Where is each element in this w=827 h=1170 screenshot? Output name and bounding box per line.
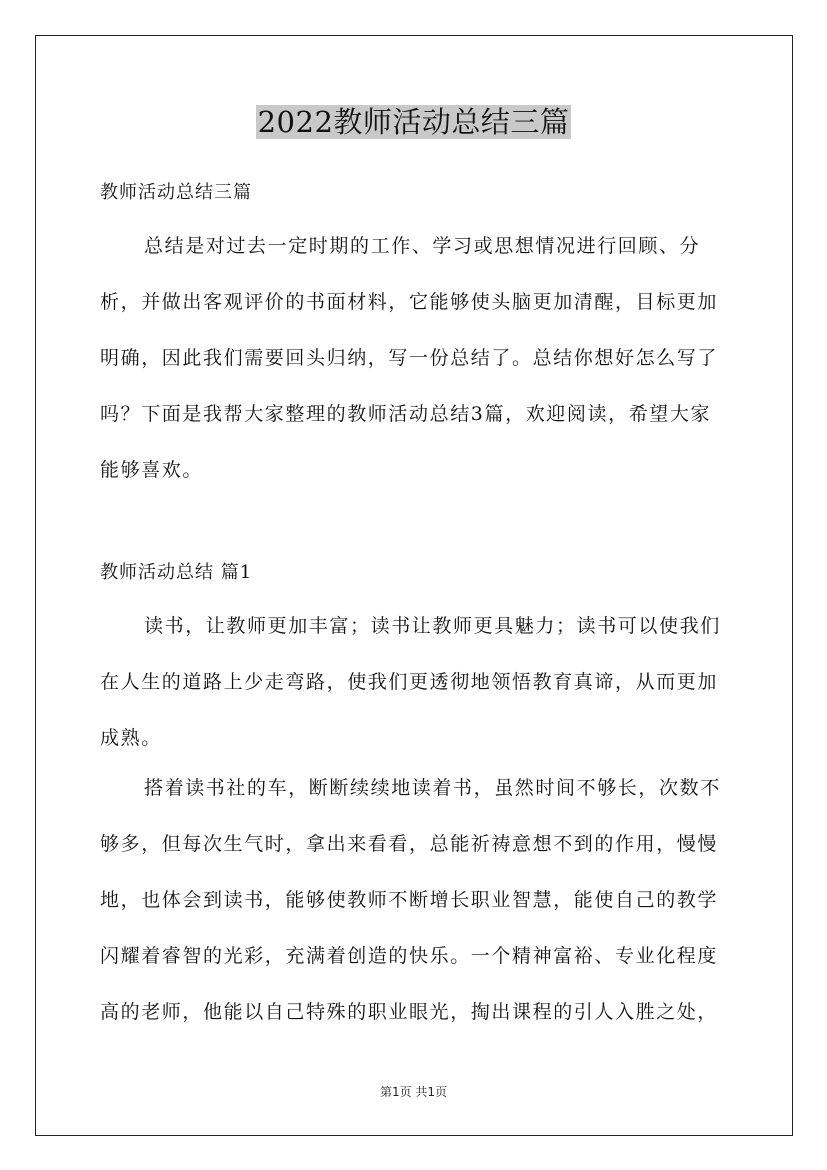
document-title-text: 2022教师活动总结三篇 [257,105,570,139]
body-paragraph-1: 读书，让教师更加丰富；读书让教师更具魅力；读书可以使我们在人生的道路上少走弯路，使我们更透彻地领悟教育真谛，从而更加成熟。 [100,615,721,749]
page-footer: 第1页 共1页 [379,1085,448,1099]
intro-paragraph: 总结是对过去一定时期的工作、学习或思想情况进行回顾、分析，并做出客观评价的书面材料，它能够使头脑更加清醒，目标更加明确，因此我们需要回头归纳，写一份总结了。总结你想好怎么写了吗？下面是我帮大家整理的教师活动总结3篇，欢迎阅读，希望大家能够喜欢。 [100,235,719,481]
document-title [0,100,827,144]
body-paragraph-2: 搭着读书社的车，断断续续地读着书，虽然时间不够长，次数不够多，但每次生气时，拿出来看看，总能祈祷意想不到的作用，慢慢地，也体会到读书，能够使教师不断增长职业智慧，能使自己的教学闪耀着睿智的光彩，充满着创造的快乐。一个精神富裕、专业化程度高的老师，他能以自己特殊的职业眼光，掏出课程的引人入胜之处， [100,777,721,1023]
document-heading: 教师活动总结三篇 [100,182,252,203]
section-heading: 教师活动总结 篇1 [100,562,253,583]
